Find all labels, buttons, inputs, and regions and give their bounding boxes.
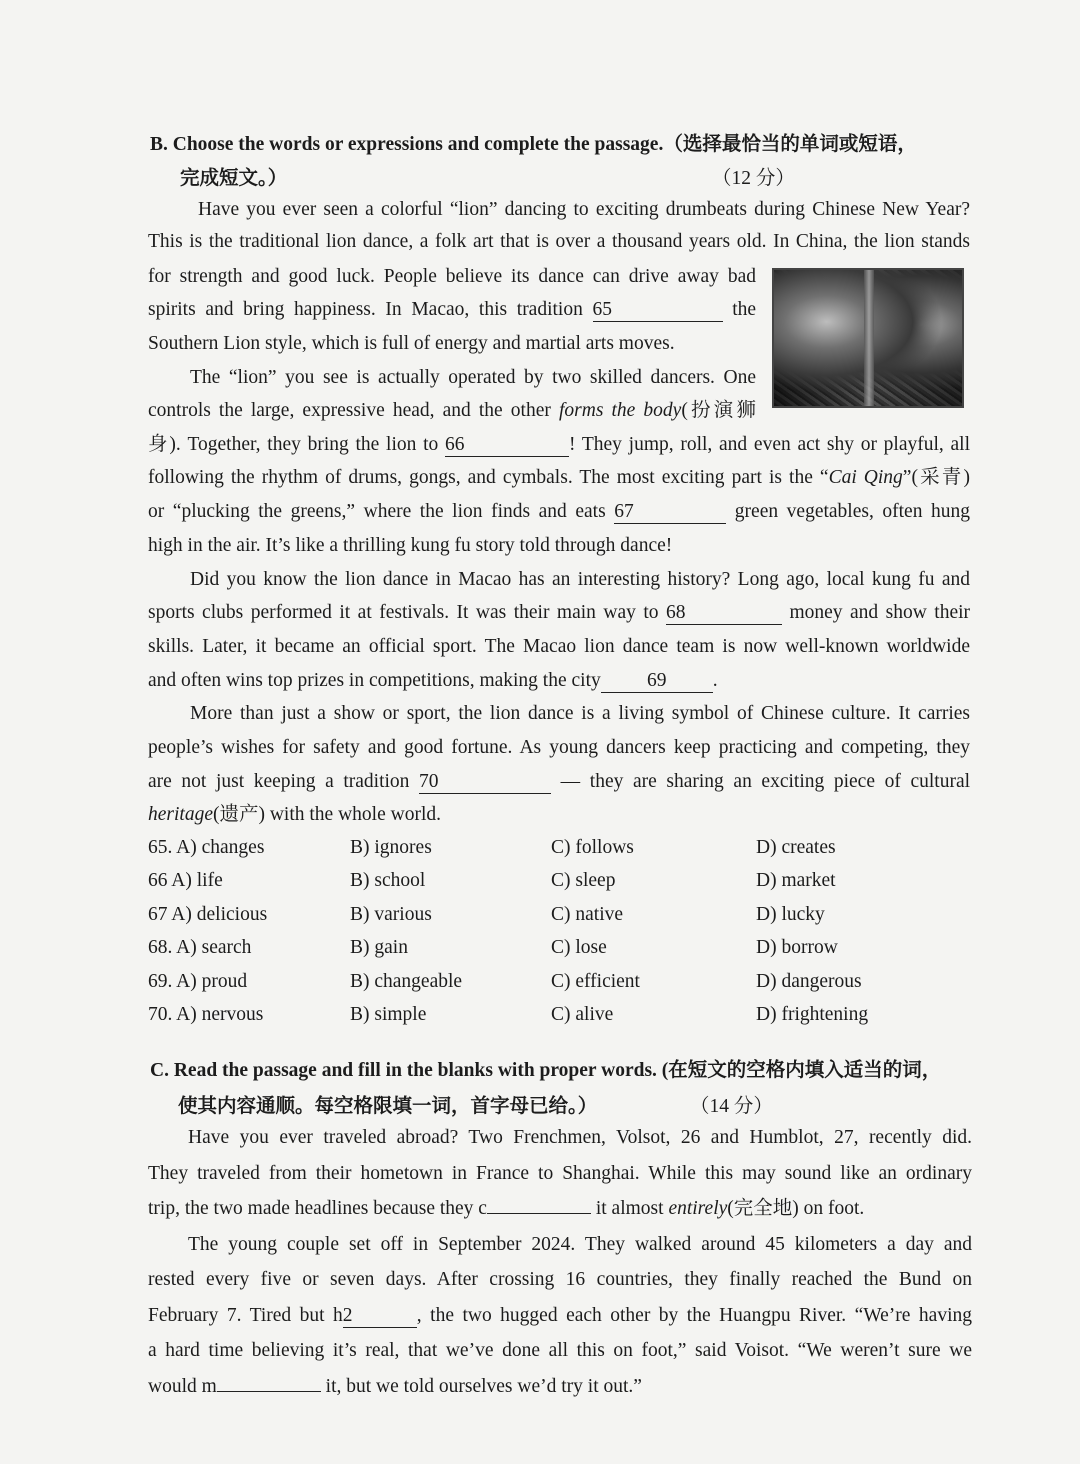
blank-c3[interactable]: [217, 1391, 321, 1392]
passage-b-line: for strength and good luck. People believe its dance can drive away bad: [148, 266, 756, 287]
passage-b-line: Have you ever seen a colorful “lion” dancing to exciting drumbeats during Chinese New Year?: [198, 199, 970, 220]
option-d[interactable]: D) frightening: [756, 1004, 869, 1025]
option-c[interactable]: C) sleep: [551, 870, 616, 891]
option-c[interactable]: C) lose: [551, 937, 607, 958]
passage-b-line: people’s wishes for safety and good fortune. As young dancers keep practicing and competing, they: [148, 737, 970, 758]
text: 身). Together, they bring the lion to: [148, 434, 439, 455]
passage-b-line: [148, 298, 756, 322]
text: trip, the two made headlines because they c: [148, 1198, 487, 1219]
option-d[interactable]: D) dangerous: [756, 971, 862, 992]
blank-67[interactable]: 67: [614, 501, 726, 524]
passage-b-line: This is the traditional lion dance, a folk art that is over a thousand years old. In China, the lion stands: [148, 231, 970, 252]
text: (完全地) on foot.: [727, 1198, 865, 1219]
option-b[interactable]: B) various: [350, 904, 432, 925]
passage-b-line: [148, 601, 970, 625]
passage-b-line: Southern Lion style, which is full of energy and martial arts moves.: [148, 333, 675, 354]
italic-term: forms the body: [558, 400, 682, 421]
passage-b-line: The “lion” you see is actually operated by two skilled dancers. One: [190, 367, 756, 388]
passage-b-line: [148, 500, 970, 524]
italic-term: Cai Qing: [828, 467, 903, 488]
section-b-score: （12 分）: [712, 168, 795, 189]
option-d[interactable]: D) borrow: [756, 937, 838, 958]
text: — they are sharing an exciting piece of cultural: [560, 771, 971, 792]
option-b[interactable]: B) gain: [350, 937, 408, 958]
passage-b-line: high in the air. It’s like a thrilling kung fu story told through dance!: [148, 535, 673, 556]
option-a[interactable]: 65. A) changes: [148, 837, 265, 858]
italic-term: heritage: [148, 804, 213, 825]
text: are not just keeping a tradition: [148, 771, 410, 792]
section-b-title-cont: 完成短文。）: [180, 168, 288, 189]
lion-dance-photo: [772, 268, 964, 408]
text: it, but we told ourselves we’d try it out.”: [325, 1376, 642, 1397]
passage-b-line: [148, 770, 970, 794]
text: green vegetables, often hung: [734, 501, 971, 522]
option-a[interactable]: 69. A) proud: [148, 971, 248, 992]
blank-c2[interactable]: 2: [343, 1305, 417, 1328]
section-c-score: （14 分）: [690, 1096, 773, 1117]
text: spirits and bring happiness. In Macao, this tradition: [148, 299, 583, 320]
text: February 7. Tired but h: [148, 1305, 343, 1326]
text: , the two hugged each other by the Huangpu River. “We’re having: [416, 1305, 973, 1326]
text: the: [732, 299, 757, 320]
passage-b-line: [148, 433, 970, 457]
option-d[interactable]: D) lucky: [756, 904, 825, 925]
blank-65[interactable]: 65: [593, 299, 723, 322]
option-a[interactable]: 68. A) search: [148, 937, 252, 958]
text: sports clubs performed it at festivals. It was their main way to: [148, 602, 659, 623]
text: ! They jump, roll, and even act shy or playful, all: [569, 434, 971, 455]
text: following the rhythm of drums, gongs, and cymbals. The most exciting part is the “: [148, 467, 829, 488]
passage-b-line: More than just a show or sport, the lion dance is a living symbol of Chinese culture. It carries: [190, 703, 970, 724]
option-a[interactable]: 67 A) delicious: [148, 904, 268, 925]
passage-c-line: a hard time believing it’s real, that we’ve done all this on foot,” said Voisot. “We weren’t sure we: [148, 1340, 972, 1361]
text: (扮演狮: [681, 400, 757, 421]
option-b[interactable]: B) simple: [350, 1004, 427, 1025]
passage-c-line: [148, 1375, 970, 1399]
passage-c-line: The young couple set off in September 2024. They walked around 45 kilometers a day and: [188, 1234, 972, 1255]
blank-69[interactable]: 69: [601, 670, 713, 693]
option-b[interactable]: B) changeable: [350, 971, 463, 992]
section-b-title: B. Choose the words or expressions and complete the passage.（选择最恰当的单词或短语，: [150, 134, 917, 155]
passage-b-line: Did you know the lion dance in Macao has an interesting history? Long ago, local kung fu and: [190, 569, 970, 590]
passage-b-line: skills. Later, it became an official sport. The Macao lion dance team is now well-known worldwide: [148, 636, 970, 657]
passage-c-line: [148, 1304, 972, 1328]
option-c[interactable]: C) efficient: [551, 971, 640, 992]
option-c[interactable]: C) follows: [551, 837, 634, 858]
text: or “plucking the greens,” where the lion finds and eats: [148, 501, 606, 522]
option-d[interactable]: D) market: [756, 870, 836, 891]
option-a[interactable]: 70. A) nervous: [148, 1004, 264, 1025]
passage-c-line: Have you ever traveled abroad? Two Frenchmen, Volsot, 26 and Humblot, 27, recently did.: [188, 1127, 972, 1148]
photo-divider: [864, 270, 874, 406]
text: ”(采青): [902, 467, 970, 488]
option-b[interactable]: B) ignores: [350, 837, 432, 858]
blank-c1[interactable]: [487, 1213, 591, 1214]
passage-b-line: [148, 399, 756, 423]
text: .: [712, 670, 718, 691]
text: (遗产) with the whole world.: [212, 804, 441, 825]
passage-b-line: [148, 466, 970, 490]
text: and often wins top prizes in competitions, making the city: [148, 670, 601, 691]
blank-70[interactable]: 70: [419, 771, 551, 794]
blank-68[interactable]: 68: [666, 602, 782, 625]
text: controls the large, expressive head, and the other: [148, 400, 551, 421]
passage-b-line: [148, 803, 970, 827]
blank-66[interactable]: 66: [445, 434, 569, 457]
text: it almost: [595, 1198, 664, 1219]
section-c-title: C. Read the passage and fill in the blanks with proper words. (在短文的空格内填入适当的词，: [150, 1060, 942, 1081]
passage-c-line: rested every five or seven days. After crossing 16 countries, they finally reached the Bund on: [148, 1269, 972, 1290]
text: money and show their: [789, 602, 971, 623]
option-c[interactable]: C) alive: [551, 1004, 614, 1025]
option-d[interactable]: D) creates: [756, 837, 836, 858]
italic-term: entirely: [668, 1198, 728, 1219]
passage-c-line: [148, 1197, 970, 1221]
option-b[interactable]: B) school: [350, 870, 426, 891]
passage-b-line: [148, 669, 970, 693]
option-a[interactable]: 66 A) life: [148, 870, 223, 891]
section-c-title-cont: 使其内容通顺。每空格限填一词，首字母已给。）: [178, 1096, 598, 1117]
option-c[interactable]: C) native: [551, 904, 624, 925]
passage-c-line: They traveled from their hometown in France to Shanghai. While this may sound like an ordinary: [148, 1163, 972, 1184]
text: would m: [148, 1376, 217, 1397]
